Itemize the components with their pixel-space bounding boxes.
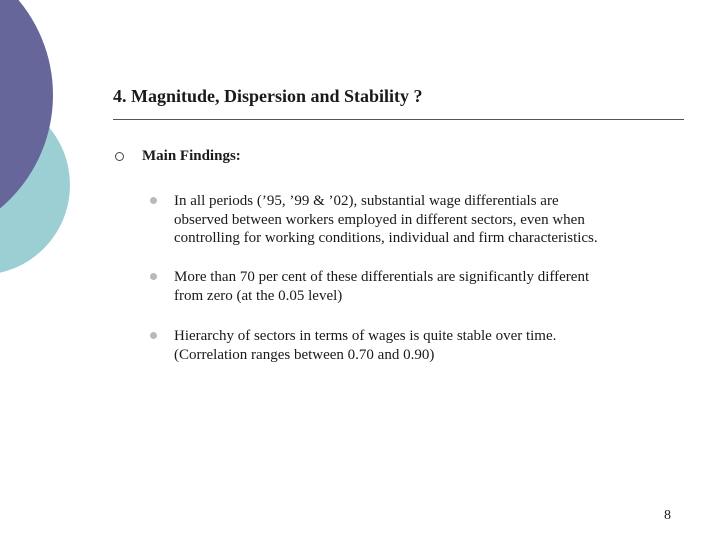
finding-line: Hierarchy of sectors in terms of wages is quite stable over time. <box>174 328 557 344</box>
finding-line: More than 70 per cent of these differentials are significantly different <box>174 269 590 285</box>
page-number: 8 <box>664 508 671 523</box>
filled-circle-bullet-icon <box>150 332 157 339</box>
finding-text <box>174 192 598 248</box>
finding-text <box>174 327 556 364</box>
title-divider <box>113 119 684 120</box>
finding-text <box>174 268 589 305</box>
finding-line: observed between workers employed in different sectors, even when <box>174 211 585 228</box>
finding-line: (Correlation ranges between 0.70 and 0.90) <box>174 346 435 363</box>
finding-line: In all periods (’95, ’99 & ’02), substantial wage differentials are <box>174 193 559 209</box>
filled-circle-bullet-icon <box>150 273 157 280</box>
filled-circle-bullet-icon <box>150 197 157 204</box>
main-point: Main Findings: <box>142 148 241 164</box>
finding-line: controlling for working conditions, individual and firm characteristics. <box>174 230 598 246</box>
finding-line: from zero (at the 0.05 level) <box>174 287 343 304</box>
decorative-circles <box>0 0 100 300</box>
hollow-circle-bullet-icon <box>115 152 124 161</box>
slide-title: 4. Magnitude, Dispersion and Stability ? <box>113 86 423 106</box>
